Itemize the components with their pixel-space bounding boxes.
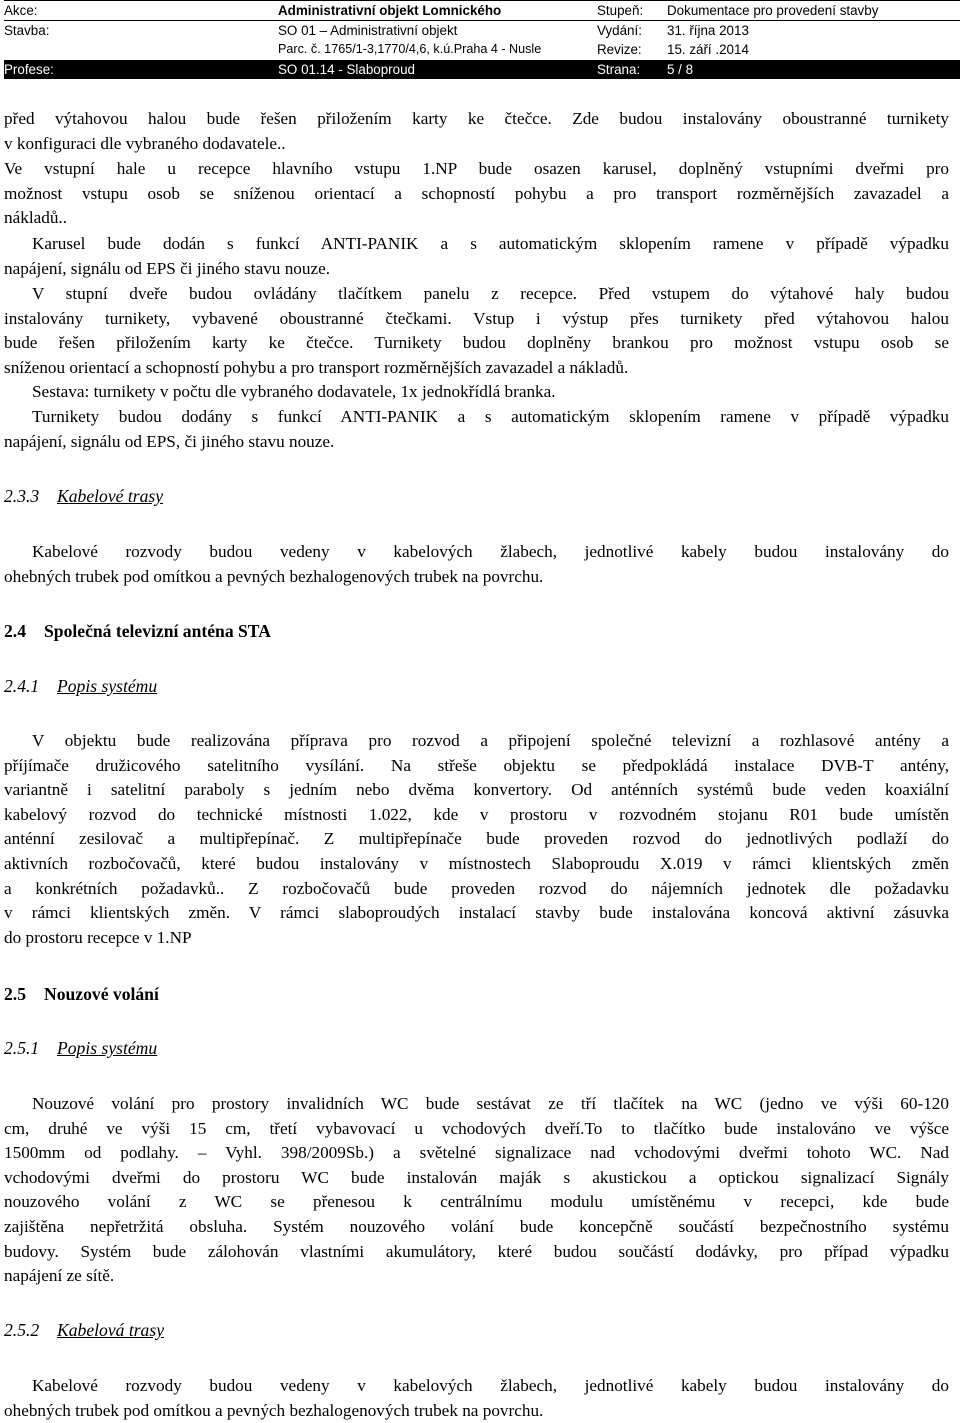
section-heading-251 (4, 1038, 157, 1059)
section-number: 2.5.1 (4, 1038, 40, 1058)
header-value: SO 01.14 - Slaboproud (278, 62, 415, 77)
text-line: napájení ze sítě. (4, 1266, 115, 1286)
section-title: Popis systému (57, 1038, 158, 1058)
header-value: 5 / 8 (667, 62, 694, 77)
text-line: nákladů.. (4, 208, 68, 228)
text-line: Kabelové rozvody budou vedeny v kabelových žlabech, jednotlivé kabely budou instalovány do (32, 1376, 949, 1395)
section-title: Kabelové trasy (57, 486, 164, 506)
text-line: 1500mm od podlahy. – Vyhl. 398/2009Sb.) a světelné signalizace nad vchodovými dveřmi tohoto WC. Nad (4, 1143, 949, 1163)
text-line: Ve vstupní hale u recepce hlavního vstupu 1.NP bude osazen karusel, doplněný vstupními dveřmi pro (4, 159, 949, 178)
header-label: Profese: (4, 62, 54, 77)
section-251-text (4, 1092, 949, 1289)
text-line: sníženou orientací a schopností pohybu a pro transport rozměrnějších zavazadel a nákladů. (4, 357, 629, 377)
section-233-text (4, 540, 949, 589)
header-label: Strana: (597, 62, 641, 77)
section-heading-233 (4, 486, 163, 507)
section-252-text (4, 1374, 949, 1423)
header-label: Revize: (597, 42, 642, 57)
antipanik-text (4, 232, 949, 281)
section-heading-241 (4, 676, 157, 697)
text-line: možnost vstupu osob se sníženou orientací a schopností pohybu a pro transport rozměrnějších zavazadel a (4, 183, 949, 203)
text-line: Karusel bude dodán s funkcí ANTI-PANIK a s automatickým sklopením ramene v případě výpadku (32, 234, 949, 253)
text-line: před výtahovou halou bude řešen přiložením karty ke čtečce. Zde budou instalovány oboustranné turnikety (4, 109, 949, 128)
header-label: Stupeň: (597, 3, 644, 18)
section-heading-24 (4, 621, 271, 642)
text-line: ohebných trubek pod omítkou a pevných bezhalogenových trubek na povrchu. (4, 1400, 544, 1420)
text-line: V stupní dveře budou ovládány tlačítkem panelu z recepce. Před vstupem do výtahové haly budou (32, 284, 949, 303)
section-number: 2.5.2 (4, 1320, 40, 1340)
header-value: SO 01 – Administrativní objekt (278, 23, 458, 38)
section-number: 2.4.1 (4, 676, 40, 696)
header-label: Stavba: (4, 23, 50, 38)
header-row-akce (4, 1, 960, 20)
text-line: Nouzové volání pro prostory invalidních WC bude sestávat ze tří tlačítek na WC (jedno ve výši 60-120 (32, 1094, 949, 1113)
text-line: anténní zesilovač a multipřepínač. Z multipřepínače bude proveden rozvod do jednotlivých podlaží do (4, 829, 949, 849)
turnikety-text (4, 282, 949, 454)
header-value: 31. října 2013 (667, 23, 749, 38)
section-number: 2.3.3 (4, 486, 40, 506)
section-title: Kabelová trasy (57, 1320, 165, 1340)
section-title: Nouzové volání (44, 984, 159, 1004)
text-line: cm, druhé ve výši 15 cm, třetí vybavovací u vchodových dveří.To to tlačítko bude instalováno ve výšce (4, 1118, 949, 1138)
text-line: aktivních rozbočovačů, které budou instalovány v místnostech Slaboproudu X.019 v rámci klientských změn (4, 853, 949, 873)
header-value: Dokumentace pro provedení stavby (667, 3, 879, 18)
text-line: variantně i satelitní paraboly s jedním nebo dvěma konvertory. Od anténních systémů bude veden koaxiální (4, 780, 949, 800)
section-heading-252 (4, 1320, 164, 1341)
text-line: ohebných trubek pod omítkou a pevných bezhalogenových trubek na povrchu. (4, 566, 544, 586)
text-line: Turnikety budou dodány s funkcí ANTI-PANIK a s automatickým sklopením ramene v případě výpadku (32, 406, 949, 426)
text-line: napájení, signálu od EPS, či jiného stavu nouze. (4, 431, 335, 451)
karusel-text (4, 157, 949, 231)
text-line: instalovány turnikety, vybavené oboustranné čtečkami. Vstup i výstup přes turnikety před výtahovou halou (4, 308, 949, 328)
text-line: a konkrétních požadavků.. Z rozbočovačů bude proveden rozvod do nájemních jednotek dle požadavku (4, 878, 949, 898)
text-line: vchodovými dveřmi do prostoru WC bude instalován maják s akustickou a optickou signalizací Signály (4, 1167, 949, 1187)
section-title: Popis systému (57, 676, 158, 696)
header-value: Administrativní objekt Lomnického (278, 3, 502, 18)
text-line: v rámci klientských změn. V rámci slaboproudých instalací stavby bude instalována koncová aktivní zásuvka (4, 903, 949, 923)
intro-text (4, 107, 949, 156)
text-line: Kabelové rozvody budou vedeny v kabelových žlabech, jednotlivé kabely budou instalovány do (32, 542, 949, 561)
text-line: kabelový rozvod do technické místnosti 1.022, kde v prostoru v rozvodném stojanu R01 bude umístěn (4, 804, 949, 824)
section-number: 2.5 (4, 984, 26, 1004)
text-line: příjímače družicového satelitního vysílání. Na střeše objektu se předpokládá instalace DVB-T antény, (4, 755, 949, 775)
section-title: Společná televizní anténa STA (44, 621, 271, 641)
text-line: napájení, signálu od EPS či jiného stavu nouze. (4, 258, 331, 278)
text-line: V objektu bude realizována příprava pro rozvod a připojení společné televizní a rozhlasové antény a (32, 731, 949, 750)
text-line: budovy. Systém bude zálohován vlastními akumulátory, které budou součástí dodávky, pro případ výpadku (4, 1241, 949, 1261)
text-line: zajištěna nepřetržitá obsluha. Systém nouzového volání bude koncepčně součástí bezpečnostního systému (4, 1216, 949, 1236)
text-line: v konfiguraci dle vybraného dodavatele.. (4, 133, 286, 153)
section-number: 2.4 (4, 621, 26, 641)
header-row-profese (4, 60, 960, 79)
document-header (4, 0, 960, 80)
section-241-text (4, 729, 949, 950)
header-row-parcel (4, 40, 960, 59)
header-value: 15. září .2014 (667, 42, 749, 57)
text-line: do prostoru recepce v 1.NP (4, 927, 192, 947)
section-heading-25 (4, 984, 159, 1005)
header-row-stavba (4, 21, 960, 40)
text-line: nouzového volání z WC se přenesou k centrálnímu modulu umístěnému v recepci, kde bude (4, 1192, 949, 1212)
text-line: Sestava: turnikety v počtu dle vybraného dodavatele, 1x jednokřídlá branka. (32, 382, 556, 402)
header-label: Akce: (4, 3, 38, 18)
text-line: bude řešen přiložením karty ke čtečce. Turnikety budou doplněny brankou pro možnost vstupu osob se (4, 333, 949, 353)
header-value: Parc. č. 1765/1-3,1770/4,6, k.ú.Praha 4 - Nusle (278, 42, 542, 56)
header-label: Vydání: (597, 23, 642, 38)
